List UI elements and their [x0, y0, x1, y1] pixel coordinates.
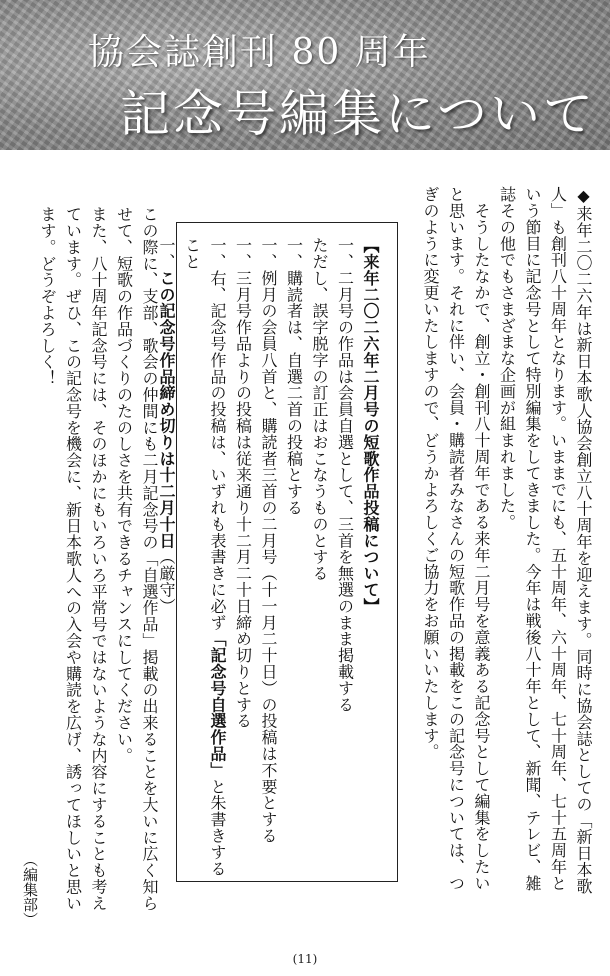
closing-paragraph-1: この際に、支部、歌会の仲間にも二月記念号の「自選作品」掲載の出来ることを大いに広く知らせて、短歌の作品づくりのたのしさを共有できるチャンスにしてください。	[114, 206, 159, 912]
notice-item-5: 一、右、記念号作品の投稿は、いずれも表書きに必ず	[208, 237, 227, 631]
banner-title-line2: 記念号編集について	[120, 85, 596, 143]
intro-paragraph-2: そうしたなかで、創立・創刊八十周年である来年二月号を意義ある記念号として編集をしたいと思います。それに伴い、会員・購読者みなさんの短歌作品の掲載をこの記念号については、つぎのように変更いたしますので、どうかよろしくご協力をお願いいたします。	[421, 186, 491, 892]
intro-column	[376, 186, 596, 896]
notice-heading: 【来年二〇二六年二月号の短歌作品投稿について】	[361, 237, 380, 615]
closing-column	[20, 206, 162, 926]
notice-deadline: この記念号作品締め切りは十二月十日	[157, 269, 176, 549]
closing-paragraph-2: また、八十周年記念号には、そのほかにもいろいろ平常号ではないような内容にすることも考えています。ぜひ、この記念号を機会に、新日本歌人への入会や購読を広げ、誘ってほしいと思います。どうぞよろしく！	[38, 206, 108, 912]
notice-item-4: 一、三月号作品よりの投稿は従来通り十二月二十日締め切りとする	[233, 237, 253, 729]
header-banner	[0, 0, 610, 150]
editorial-signature: （編集部）	[21, 852, 39, 927]
notice-item-5-tail: と朱書きすること	[182, 237, 227, 877]
notice-item-1-note: ただし、誤字脱字の訂正はおこなうものとする	[310, 237, 329, 582]
intro-paragraph-1: ◆来年二〇二六年は新日本歌人協会創立八十周年を迎えます。同時に協会誌としての「新日本歌人」も創刊八十周年となります。いままでにも、五十周年、六十周年、七十周年、七十五周年という節目に記念号として特別編集をしてきました。今年は戦後八十年として、新聞、テレビ、雑誌その他でもさまざまな企画が組まれました。	[497, 186, 593, 895]
notice-item-2: 一、購読者は、自選二首の投稿とする	[284, 237, 304, 516]
notice-item-3: 一、例月の会員八首と、購読者三首の二月号（十一月二十日）の投稿は不要とする	[259, 237, 278, 844]
notice-item-1: 一、二月号の作品は会員自選として、三首を無選のまま掲載する	[335, 237, 355, 713]
notice-deadline-note: （厳守）	[157, 548, 176, 615]
notice-box	[157, 222, 398, 882]
notice-item-5-bold: 「記念号自選作品」	[208, 630, 227, 779]
notice-item-6-prefix: 一、	[157, 237, 176, 270]
page-number: (11)	[292, 952, 318, 966]
banner-title-line1: 協会誌創刊 80 周年	[88, 32, 431, 73]
notice-content	[154, 237, 384, 877]
